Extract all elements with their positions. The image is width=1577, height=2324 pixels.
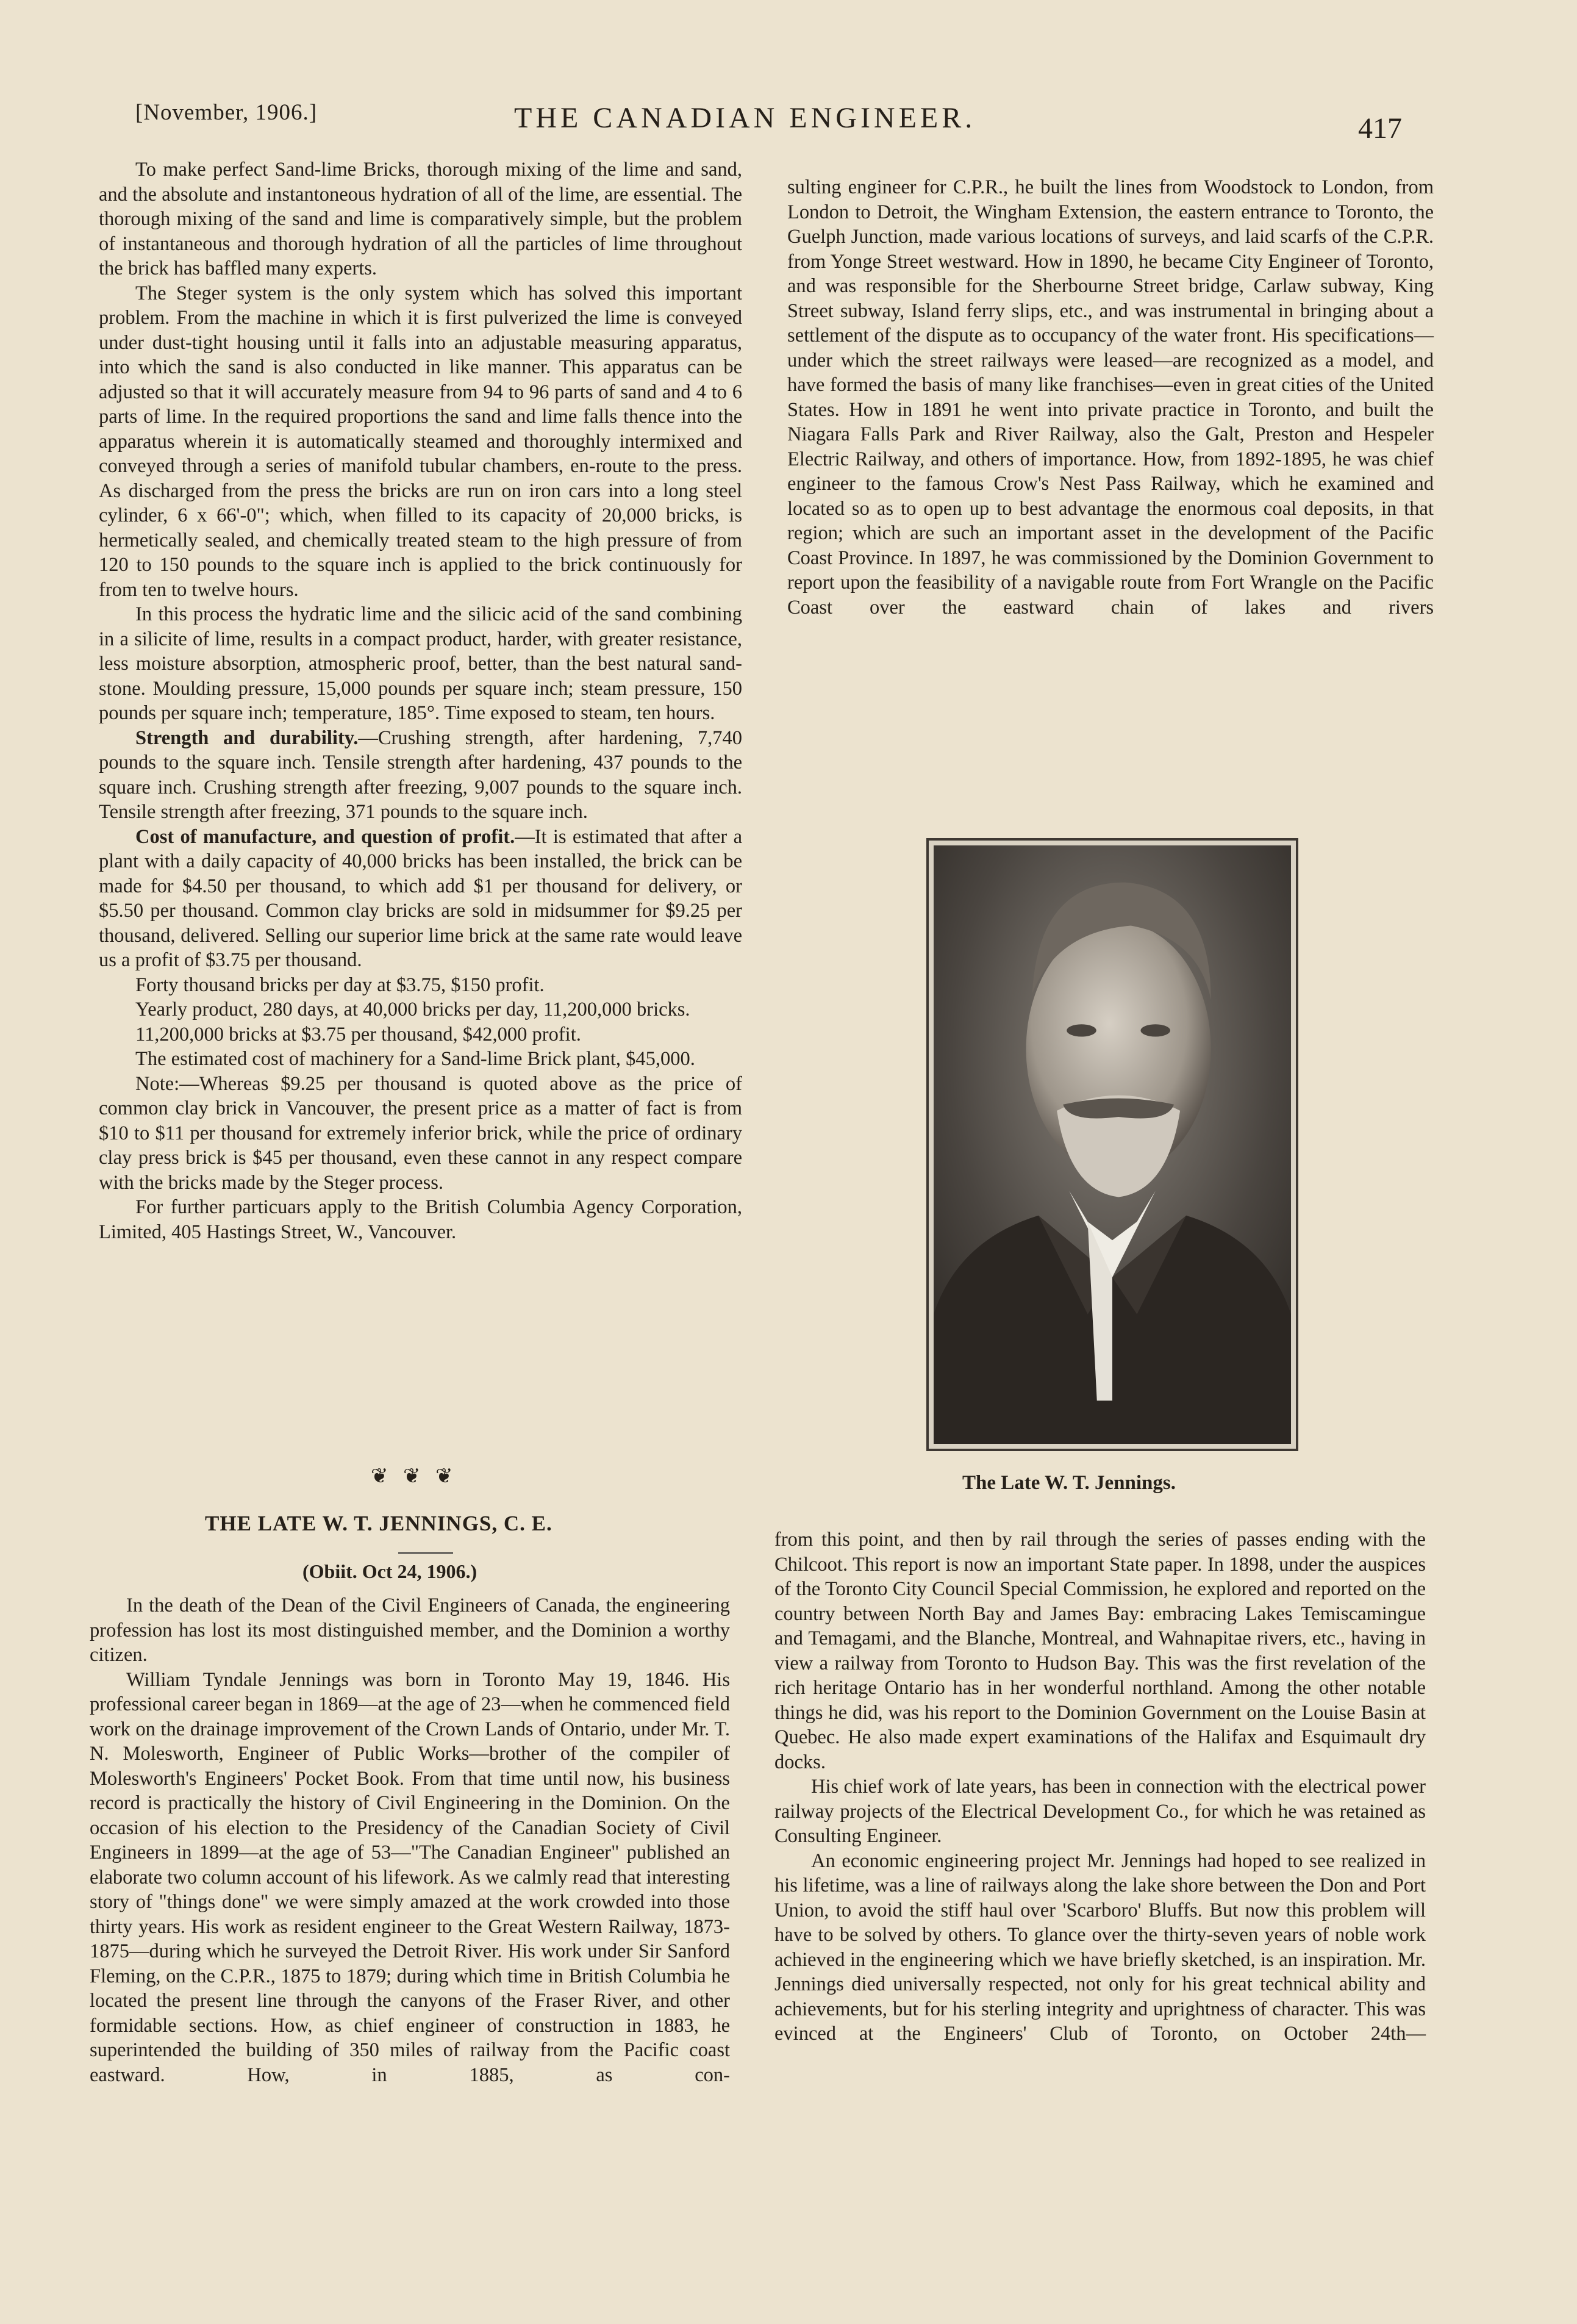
page-number: 417 — [1358, 112, 1402, 145]
sand-lime-article — [99, 157, 742, 1244]
paragraph: Note:—Whereas $9.25 per thousand is quoted above as the price of common clay brick in Vancouver, the present price as a matter of fact is from $10 to $11 per thousand for extremely inferior brick, while the price of ordinary clay press brick is $45 per thousand, even these cannot in any respect compare with the bricks made by the Steger process. — [99, 1072, 742, 1194]
jennings-article-right-top — [787, 175, 1434, 620]
strength-text: —Crushing strength, after hardening, 7,740 pounds to the square inch. Tensile strength after hardening, 437 pounds to the square inch. Crushing strength after freezing, 9,007 pounds to the square inch. Tensile strength after freezing, 371 pounds to the square inch. — [99, 726, 742, 823]
paragraph: William Tyndale Jennings was born in Toronto May 19, 1846. His professional career began in 1869—at the age of 23—when he commenced field work on the drainage improvement of the Crown Lands of Ontario, under Mr. T. N. Molesworth, Engineer of Public Works—brother of the compiler of Molesworth's Engineers' Pocket Book. From that time until now, his business record is practically the history of Civil Engineering in the Dominion. On the occasion of his election to the Presidency of the Canadian Society of Civil Engineers in 1899—at the age of 53—"The Canadian Engineer" published an elaborate two column account of his lifework. As we calmly read that interesting story of "things done" we were simply amazed at the work crowded into those thirty years. His work as resident engineer to the Great Western Railway, 1873-1875—during which he surveyed the Detroit River. His work under Sir Sanford Fleming, on the C.P.R., 1875 to 1879; during which time in British Columbia he located the present line through the canyons of the Fraser River, and other formidable sections. How, as chief engineer of construction in 1883, he superintended the building of 350 miles of railway from the Pacific coast eastward. How, in 1885, as con- — [90, 1668, 730, 2086]
cost-text: —It is estimated that after a plant with a daily capacity of 40,000 bricks has been installed, the brick can be made for $4.50 per thousand, to which add $1 per thousand for delivery, or $5.50 per thousand. Common clay bricks are sold in midsummer for $9.25 per thousand, delivered. Selling our superior lime brick at the same rate would leave us a profit of $3.75 per thousand. — [99, 825, 742, 971]
jennings-article-right-bottom — [774, 1527, 1426, 2046]
paragraph: In this process the hydratic lime and the silicic acid of the sand combining in a silicite of lime, results in a compact product, harder, with greater resistance, less moisture absorption, atmospheric proof, better, than the best natural sand-stone. Moulding pressure, 15,000 pounds per square inch; steam pressure, 150 pounds per square inch; temperature, 185°. Time exposed to steam, ten hours. — [99, 603, 742, 724]
paragraph: For further particuars apply to the British Columbia Agency Corporation, Limited, 405 Hastings Street, W., Vancouver. — [99, 1196, 742, 1243]
portrait-image — [934, 845, 1291, 1444]
paragraph: The estimated cost of machinery for a Sand-lime Brick plant, $45,000. — [135, 1048, 695, 1070]
paragraph: The Steger system is the only system which has solved this important problem. From the machine in which it is first pulverized the lime is conveyed under dust-tight housing until it falls into an adjustable measuring apparatus, into which the sand is also conducted in like manner. This apparatus can be adjusted so that it will accurately measure from 94 to 96 parts of sand and 4 to 6 parts of lime. In the required proportions the sand and lime falls thence into the apparatus wherein it is automatically steamed and thoroughly intermixed and conveyed through a series of manifold tubular chambers, en-route to the press. As discharged from the press the bricks are run on iron cars into a long steel cylinder, 6 x 66'-0"; which, when filled to its capacity of 20,000 bricks, is hermetically sealed, and chemically treated steam to the high pressure of from 120 to 150 pounds to the square inch is applied to the brick continuously for from ten to twelve hours. — [99, 282, 742, 601]
jennings-article-left — [90, 1593, 730, 2087]
paragraph: from this point, and then by rail through the series of passes ending with the Chilcoot. This report is now an important State paper. In 1898, under the auspices of the Toronto City Council Special Commission, he explored and reported on the country between North Bay and James Bay: embracing Lakes Temiscamingue and Temagami, and the Blanche, Montreal, and Wahnapitae rivers, etc., having in view a railway from Toronto to Hudson Bay. This was the first revelation of the rich heritage Ontario has in her wonderful northland. Among the other notable things he did, was his report to the Dominion Government on the Louise Basin at Quebec. He also made expert examinations of the Halifax and Esquimault dry docks. — [774, 1529, 1426, 1773]
title-rule — [398, 1552, 453, 1554]
section-divider-ornament: ❦ ❦ ❦ — [371, 1465, 458, 1488]
paragraph: Forty thousand bricks per day at $3.75, $150 profit. — [135, 974, 545, 996]
paragraph: Yearly product, 280 days, at 40,000 bricks per day, 11,200,000 bricks. — [135, 999, 690, 1020]
journal-title: THE CANADIAN ENGINEER. — [514, 102, 976, 134]
obituary-date: (Obiit. Oct 24, 1906.) — [302, 1560, 477, 1582]
issue-date: [November, 1906.] — [135, 100, 318, 125]
paragraph: An economic engineering project Mr. Jennings had hoped to see realized in his lifetime, was a line of railways along the lake shore between the Don and Port Union, to avoid the stiff haul over 'Scarboro' Bluffs. But now this problem will have to be solved by others. To glance over the thirty-seven years of noble work achieved in the engineering which we have briefly sketched, is an inspiration. Mr. Jennings died universally respected, not only for his great technical ability and achievements, but for his sterling integrity and uprightness of character. This was evinced at the Engineers' Club of Toronto, on October 24th— — [774, 1849, 1426, 2045]
paragraph: sulting engineer for C.P.R., he built the lines from Woodstock to London, from London to Detroit, the Wingham Extension, the eastern entrance to Toronto, the Guelph Junction, made various locations of surveys, and laid scarfs of the C.P.R. from Yonge Street westward. How in 1890, he became City Engineer of Toronto, and was responsible for the Sherbourne Street bridge, Carlaw subway, King Street subway, Island ferry slips, etc., and was instrumental in bringing about a settlement of the dispute as to occupancy of the water front. His specifications—under which the street railways were leased—are recognized as a model, and have formed the basis of many like franchises—even in great cities of the United States. How in 1891 he went into private practice in Toronto, and built the Niagara Falls Park and River Railway, also the Galt, Preston and Hespeler Electric Railway, and others of importance. How, from 1892-1895, he was chief engineer to the famous Crow's Nest Pass Railway, which he examined and located so as to open up to best advantage the enormous coal deposits, in that region; which are such an important asset in the development of the Pacific Coast Province. In 1897, he was commissioned by the Dominion Government to report upon the feasibility of a navigable route from Fort Wrangle on the Pacific Coast over the eastward chain of lakes and rivers — [787, 176, 1434, 619]
paragraph: His chief work of late years, has been in connection with the electrical power railway projects of the Electrical Development Co., for which he was retained as Consulting Engineer. — [774, 1776, 1426, 1847]
paragraph: In the death of the Dean of the Civil Engineers of Canada, the engineering profession has lost its most distinguished member, and the Dominion a worthy citizen. — [90, 1594, 730, 1666]
paragraph: 11,200,000 bricks at $3.75 per thousand, $42,000 profit. — [135, 1023, 581, 1045]
paragraph: To make perfect Sand-lime Bricks, thorough mixing of the lime and sand, and the absolute and instantoneous hydration of all of the lime, are essential. The thorough mixing of the sand and lime is comparatively simple, but the problem of instantaneous and thorough hydration of all the particles of lime throughout the brick has baffled many experts. — [99, 159, 742, 279]
cost-paragraph — [99, 825, 742, 973]
portrait-photo — [926, 838, 1298, 1451]
photo-caption: The Late W. T. Jennings. — [962, 1472, 1176, 1494]
cost-heading: Cost of manufacture, and question of profit. — [135, 825, 515, 848]
article-title: THE LATE W. T. JENNINGS, C. E. — [205, 1512, 552, 1535]
strength-paragraph — [99, 726, 742, 825]
strength-heading: Strength and durability. — [135, 726, 359, 749]
